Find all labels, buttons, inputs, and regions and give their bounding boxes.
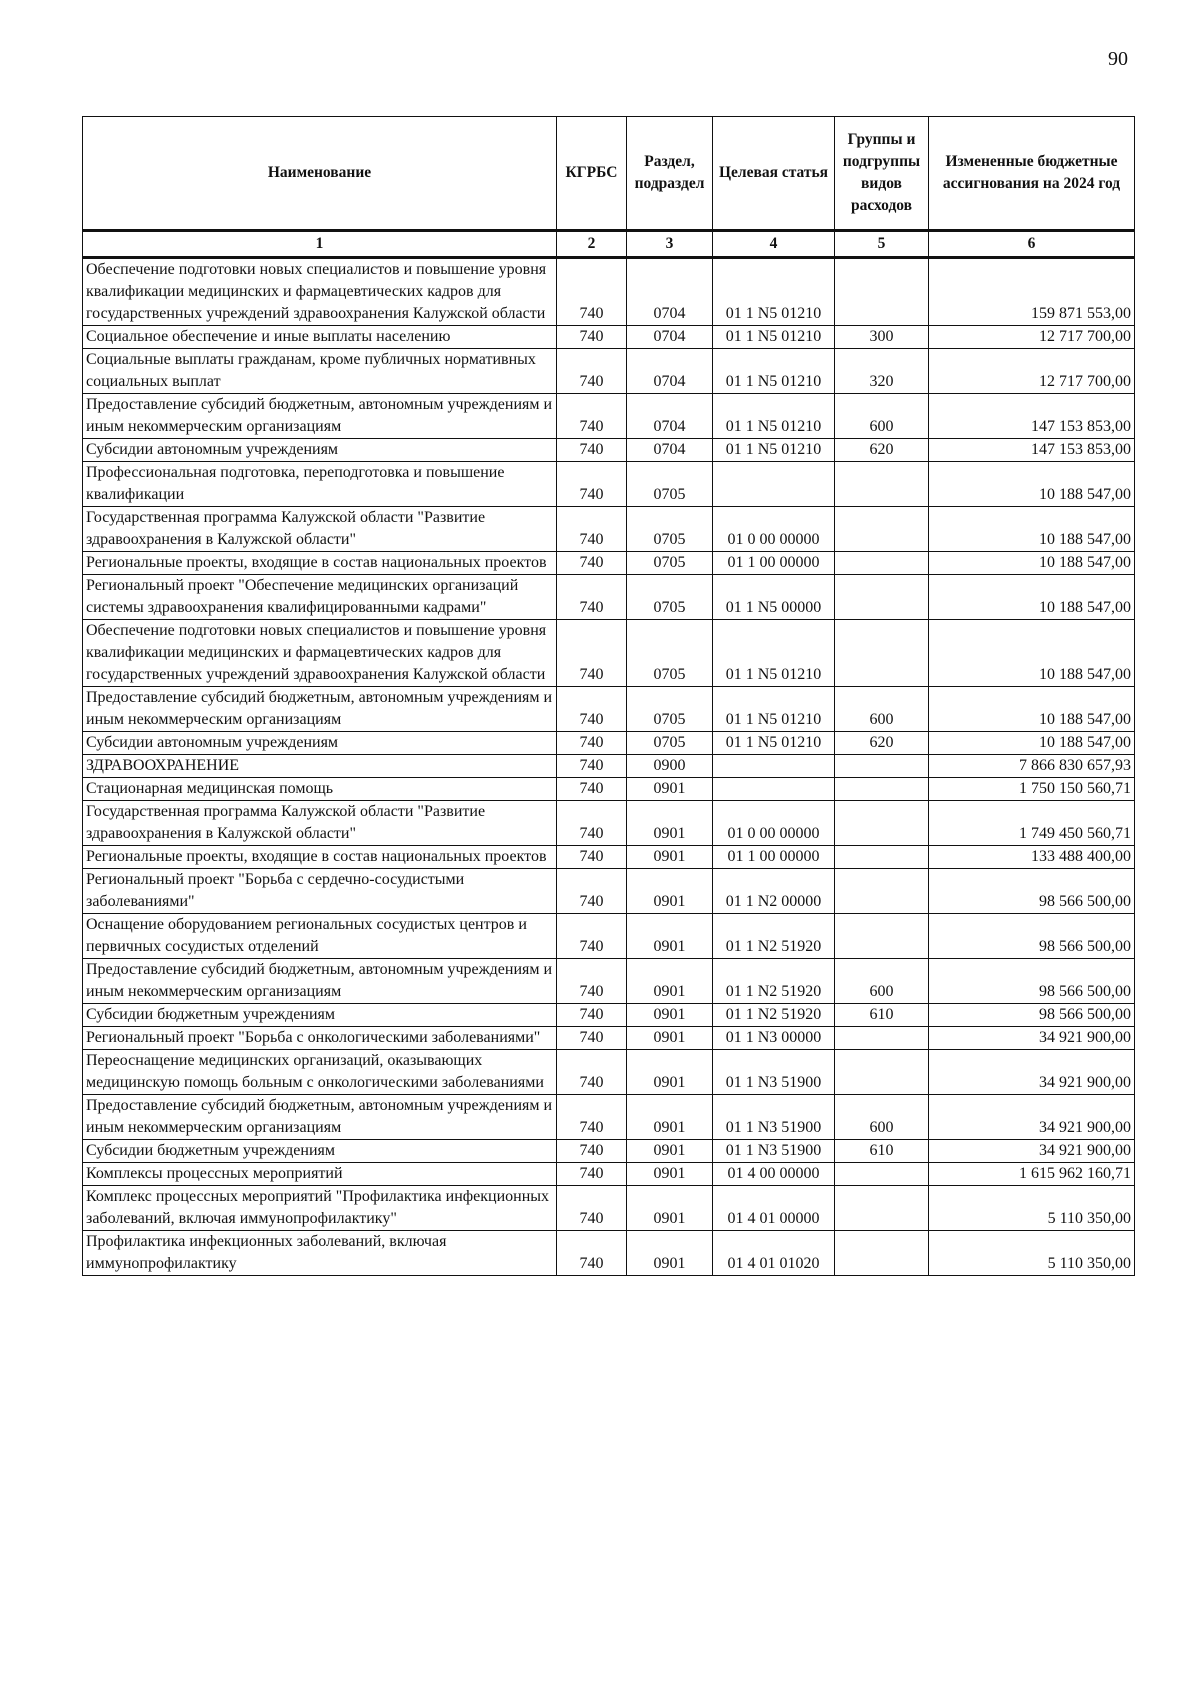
cell-name: Субсидии автономным учреждениям <box>83 439 557 462</box>
cell-section: 0901 <box>627 1004 713 1027</box>
cell-section: 0705 <box>627 620 713 687</box>
cell-kgrbs: 740 <box>557 687 627 732</box>
cell-section: 0901 <box>627 869 713 914</box>
cell-kgrbs: 740 <box>557 439 627 462</box>
cell-target: 01 1 N3 51900 <box>713 1140 835 1163</box>
cell-kgrbs: 740 <box>557 1095 627 1140</box>
table-row <box>83 1050 1135 1095</box>
cell-amount: 7 866 830 657,93 <box>929 755 1135 778</box>
cell-group <box>835 1186 929 1231</box>
cell-amount: 133 488 400,00 <box>929 846 1135 869</box>
cell-group <box>835 620 929 687</box>
cell-name: Профилактика инфекционных заболеваний, включая иммунопрофилактику <box>83 1231 557 1276</box>
cell-kgrbs: 740 <box>557 914 627 959</box>
cell-amount: 34 921 900,00 <box>929 1140 1135 1163</box>
cell-target: 01 1 N5 01210 <box>713 439 835 462</box>
cell-group <box>835 801 929 846</box>
cell-group: 600 <box>835 1095 929 1140</box>
cell-amount: 1 749 450 560,71 <box>929 801 1135 846</box>
cell-target: 01 1 00 00000 <box>713 552 835 575</box>
cell-section: 0901 <box>627 1186 713 1231</box>
cell-kgrbs: 740 <box>557 959 627 1004</box>
cell-name: Предоставление субсидий бюджетным, автономным учреждениям и иным некоммерческим организациям <box>83 687 557 732</box>
cell-amount: 147 153 853,00 <box>929 394 1135 439</box>
cell-amount: 98 566 500,00 <box>929 1004 1135 1027</box>
cell-amount: 1 750 150 560,71 <box>929 778 1135 801</box>
cell-group <box>835 914 929 959</box>
cell-section: 0705 <box>627 552 713 575</box>
cell-section: 0704 <box>627 326 713 349</box>
cell-amount: 34 921 900,00 <box>929 1050 1135 1095</box>
table-row <box>83 575 1135 620</box>
cell-group <box>835 869 929 914</box>
cell-target: 01 0 00 00000 <box>713 507 835 552</box>
cell-section: 0900 <box>627 755 713 778</box>
cell-section: 0704 <box>627 258 713 326</box>
cell-kgrbs: 740 <box>557 507 627 552</box>
cell-amount: 12 717 700,00 <box>929 326 1135 349</box>
header-name: Наименование <box>83 117 557 231</box>
cell-group <box>835 462 929 507</box>
cell-section: 0901 <box>627 778 713 801</box>
cell-target: 01 1 00 00000 <box>713 846 835 869</box>
cell-section: 0901 <box>627 914 713 959</box>
cell-group <box>835 1027 929 1050</box>
cell-amount: 10 188 547,00 <box>929 462 1135 507</box>
cell-name: Оснащение оборудованием региональных сосудистых центров и первичных сосудистых отделений <box>83 914 557 959</box>
cell-amount: 10 188 547,00 <box>929 687 1135 732</box>
cell-amount: 1 615 962 160,71 <box>929 1163 1135 1186</box>
column-number: 3 <box>627 231 713 258</box>
cell-section: 0704 <box>627 349 713 394</box>
table-row <box>83 778 1135 801</box>
cell-group: 610 <box>835 1004 929 1027</box>
cell-target <box>713 462 835 507</box>
cell-kgrbs: 740 <box>557 1027 627 1050</box>
cell-section: 0901 <box>627 1163 713 1186</box>
table-row <box>83 326 1135 349</box>
cell-kgrbs: 740 <box>557 258 627 326</box>
cell-amount: 34 921 900,00 <box>929 1027 1135 1050</box>
cell-target: 01 1 N2 51920 <box>713 1004 835 1027</box>
cell-name: Переоснащение медицинских организаций, оказывающих медицинскую помощь больным с онкологическими заболеваниями <box>83 1050 557 1095</box>
cell-kgrbs: 740 <box>557 326 627 349</box>
cell-name: Субсидии бюджетным учреждениям <box>83 1140 557 1163</box>
cell-kgrbs: 740 <box>557 394 627 439</box>
cell-kgrbs: 740 <box>557 1140 627 1163</box>
table-row <box>83 507 1135 552</box>
header-section: Раздел, подраздел <box>627 117 713 231</box>
table-row <box>83 552 1135 575</box>
cell-kgrbs: 740 <box>557 869 627 914</box>
table-row <box>83 1095 1135 1140</box>
cell-group: 600 <box>835 394 929 439</box>
cell-name: Региональные проекты, входящие в состав национальных проектов <box>83 846 557 869</box>
cell-kgrbs: 740 <box>557 1163 627 1186</box>
cell-amount: 159 871 553,00 <box>929 258 1135 326</box>
table-row <box>83 1186 1135 1231</box>
cell-group <box>835 1231 929 1276</box>
cell-section: 0901 <box>627 1050 713 1095</box>
header-groups: Группы и подгруппы видов расходов <box>835 117 929 231</box>
cell-name: Региональный проект "Обеспечение медицинских организаций системы здравоохранения квалифицированными кадрами" <box>83 575 557 620</box>
cell-target <box>713 755 835 778</box>
table-row <box>83 755 1135 778</box>
cell-target: 01 1 N2 51920 <box>713 959 835 1004</box>
cell-kgrbs: 740 <box>557 620 627 687</box>
cell-name: Стационарная медицинская помощь <box>83 778 557 801</box>
cell-group <box>835 1050 929 1095</box>
header-amount: Измененные бюджетные ассигнования на 2024 год <box>929 117 1135 231</box>
header-kgrbs: КГРБС <box>557 117 627 231</box>
cell-group: 610 <box>835 1140 929 1163</box>
table-row <box>83 394 1135 439</box>
cell-section: 0901 <box>627 959 713 1004</box>
table-row <box>83 732 1135 755</box>
cell-kgrbs: 740 <box>557 732 627 755</box>
cell-section: 0705 <box>627 732 713 755</box>
cell-section: 0704 <box>627 439 713 462</box>
cell-target <box>713 778 835 801</box>
table-row <box>83 959 1135 1004</box>
cell-target: 01 1 N2 00000 <box>713 869 835 914</box>
cell-section: 0704 <box>627 394 713 439</box>
cell-group: 620 <box>835 732 929 755</box>
table-row <box>83 1140 1135 1163</box>
cell-section: 0705 <box>627 575 713 620</box>
cell-name: Региональный проект "Борьба с сердечно-сосудистыми заболеваниями" <box>83 869 557 914</box>
cell-amount: 10 188 547,00 <box>929 620 1135 687</box>
cell-kgrbs: 740 <box>557 1050 627 1095</box>
cell-section: 0705 <box>627 687 713 732</box>
table-row <box>83 914 1135 959</box>
cell-target: 01 1 N5 00000 <box>713 575 835 620</box>
cell-amount: 12 717 700,00 <box>929 349 1135 394</box>
table-row <box>83 258 1135 326</box>
cell-name: Субсидии бюджетным учреждениям <box>83 1004 557 1027</box>
cell-target: 01 4 01 01020 <box>713 1231 835 1276</box>
cell-amount: 98 566 500,00 <box>929 914 1135 959</box>
cell-kgrbs: 740 <box>557 1186 627 1231</box>
cell-kgrbs: 740 <box>557 846 627 869</box>
cell-target: 01 4 01 00000 <box>713 1186 835 1231</box>
cell-section: 0901 <box>627 1027 713 1050</box>
table-row <box>83 462 1135 507</box>
column-number: 5 <box>835 231 929 258</box>
page-number: 90 <box>1108 48 1128 70</box>
cell-section: 0705 <box>627 462 713 507</box>
cell-section: 0705 <box>627 507 713 552</box>
column-number: 4 <box>713 231 835 258</box>
cell-name: Предоставление субсидий бюджетным, автономным учреждениям и иным некоммерческим организациям <box>83 1095 557 1140</box>
cell-group <box>835 507 929 552</box>
column-number: 6 <box>929 231 1135 258</box>
cell-kgrbs: 740 <box>557 1231 627 1276</box>
cell-target: 01 1 N5 01210 <box>713 349 835 394</box>
cell-group <box>835 258 929 326</box>
cell-kgrbs: 740 <box>557 552 627 575</box>
cell-amount: 147 153 853,00 <box>929 439 1135 462</box>
cell-amount: 10 188 547,00 <box>929 552 1135 575</box>
cell-name: Комплексы процессных мероприятий <box>83 1163 557 1186</box>
cell-section: 0901 <box>627 1095 713 1140</box>
cell-kgrbs: 740 <box>557 755 627 778</box>
cell-target: 01 1 N2 51920 <box>713 914 835 959</box>
cell-target: 01 1 N5 01210 <box>713 258 835 326</box>
cell-name: Обеспечение подготовки новых специалистов и повышение уровня квалификации медицинских и фармацевтических кадров для государственных учреждений здравоохранения Калужской области <box>83 620 557 687</box>
table-row <box>83 349 1135 394</box>
column-number: 1 <box>83 231 557 258</box>
cell-amount: 5 110 350,00 <box>929 1186 1135 1231</box>
cell-name: Обеспечение подготовки новых специалистов и повышение уровня квалификации медицинских и фармацевтических кадров для государственных учреждений здравоохранения Калужской области <box>83 258 557 326</box>
cell-name: Государственная программа Калужской области "Развитие здравоохранения в Калужской области" <box>83 801 557 846</box>
cell-kgrbs: 740 <box>557 462 627 507</box>
cell-kgrbs: 740 <box>557 349 627 394</box>
cell-name: ЗДРАВООХРАНЕНИЕ <box>83 755 557 778</box>
table-row <box>83 1027 1135 1050</box>
cell-name: Субсидии автономным учреждениям <box>83 732 557 755</box>
cell-group: 320 <box>835 349 929 394</box>
cell-name: Предоставление субсидий бюджетным, автономным учреждениям и иным некоммерческим организациям <box>83 394 557 439</box>
cell-group <box>835 846 929 869</box>
table-row <box>83 846 1135 869</box>
table-row <box>83 1004 1135 1027</box>
cell-target: 01 1 N3 00000 <box>713 1027 835 1050</box>
cell-kgrbs: 740 <box>557 575 627 620</box>
table-row <box>83 869 1135 914</box>
cell-group: 620 <box>835 439 929 462</box>
cell-target: 01 1 N5 01210 <box>713 732 835 755</box>
cell-name: Социальные выплаты гражданам, кроме публичных нормативных социальных выплат <box>83 349 557 394</box>
table-row <box>83 439 1135 462</box>
cell-kgrbs: 740 <box>557 801 627 846</box>
cell-group <box>835 1163 929 1186</box>
cell-name: Региональный проект "Борьба с онкологическими заболеваниями" <box>83 1027 557 1050</box>
cell-group <box>835 552 929 575</box>
cell-target: 01 1 N5 01210 <box>713 687 835 732</box>
cell-amount: 10 188 547,00 <box>929 575 1135 620</box>
cell-name: Профессиональная подготовка, переподготовка и повышение квалификации <box>83 462 557 507</box>
column-number: 2 <box>557 231 627 258</box>
cell-target: 01 4 00 00000 <box>713 1163 835 1186</box>
cell-target: 01 1 N5 01210 <box>713 394 835 439</box>
table-row <box>83 1163 1135 1186</box>
table-row <box>83 620 1135 687</box>
cell-target: 01 1 N3 51900 <box>713 1095 835 1140</box>
cell-group: 300 <box>835 326 929 349</box>
cell-amount: 10 188 547,00 <box>929 732 1135 755</box>
cell-name: Социальное обеспечение и иные выплаты населению <box>83 326 557 349</box>
cell-amount: 34 921 900,00 <box>929 1095 1135 1140</box>
header-target: Целевая статья <box>713 117 835 231</box>
cell-amount: 5 110 350,00 <box>929 1231 1135 1276</box>
cell-name: Комплекс процессных мероприятий "Профилактика инфекционных заболеваний, включая иммунопрофилактику" <box>83 1186 557 1231</box>
cell-amount: 98 566 500,00 <box>929 959 1135 1004</box>
cell-group: 600 <box>835 959 929 1004</box>
cell-group <box>835 755 929 778</box>
cell-target: 01 1 N5 01210 <box>713 620 835 687</box>
cell-section: 0901 <box>627 801 713 846</box>
budget-table <box>82 116 1135 1276</box>
cell-name: Государственная программа Калужской области "Развитие здравоохранения в Калужской области" <box>83 507 557 552</box>
cell-name: Региональные проекты, входящие в состав национальных проектов <box>83 552 557 575</box>
table-row <box>83 801 1135 846</box>
cell-group: 600 <box>835 687 929 732</box>
cell-amount: 98 566 500,00 <box>929 869 1135 914</box>
cell-name: Предоставление субсидий бюджетным, автономным учреждениям и иным некоммерческим организациям <box>83 959 557 1004</box>
cell-kgrbs: 740 <box>557 1004 627 1027</box>
table-row <box>83 1231 1135 1276</box>
cell-amount: 10 188 547,00 <box>929 507 1135 552</box>
cell-target: 01 1 N5 01210 <box>713 326 835 349</box>
table-row <box>83 687 1135 732</box>
cell-kgrbs: 740 <box>557 778 627 801</box>
cell-section: 0901 <box>627 846 713 869</box>
cell-group <box>835 575 929 620</box>
cell-section: 0901 <box>627 1231 713 1276</box>
cell-target: 01 0 00 00000 <box>713 801 835 846</box>
cell-target: 01 1 N3 51900 <box>713 1050 835 1095</box>
cell-section: 0901 <box>627 1140 713 1163</box>
cell-group <box>835 778 929 801</box>
